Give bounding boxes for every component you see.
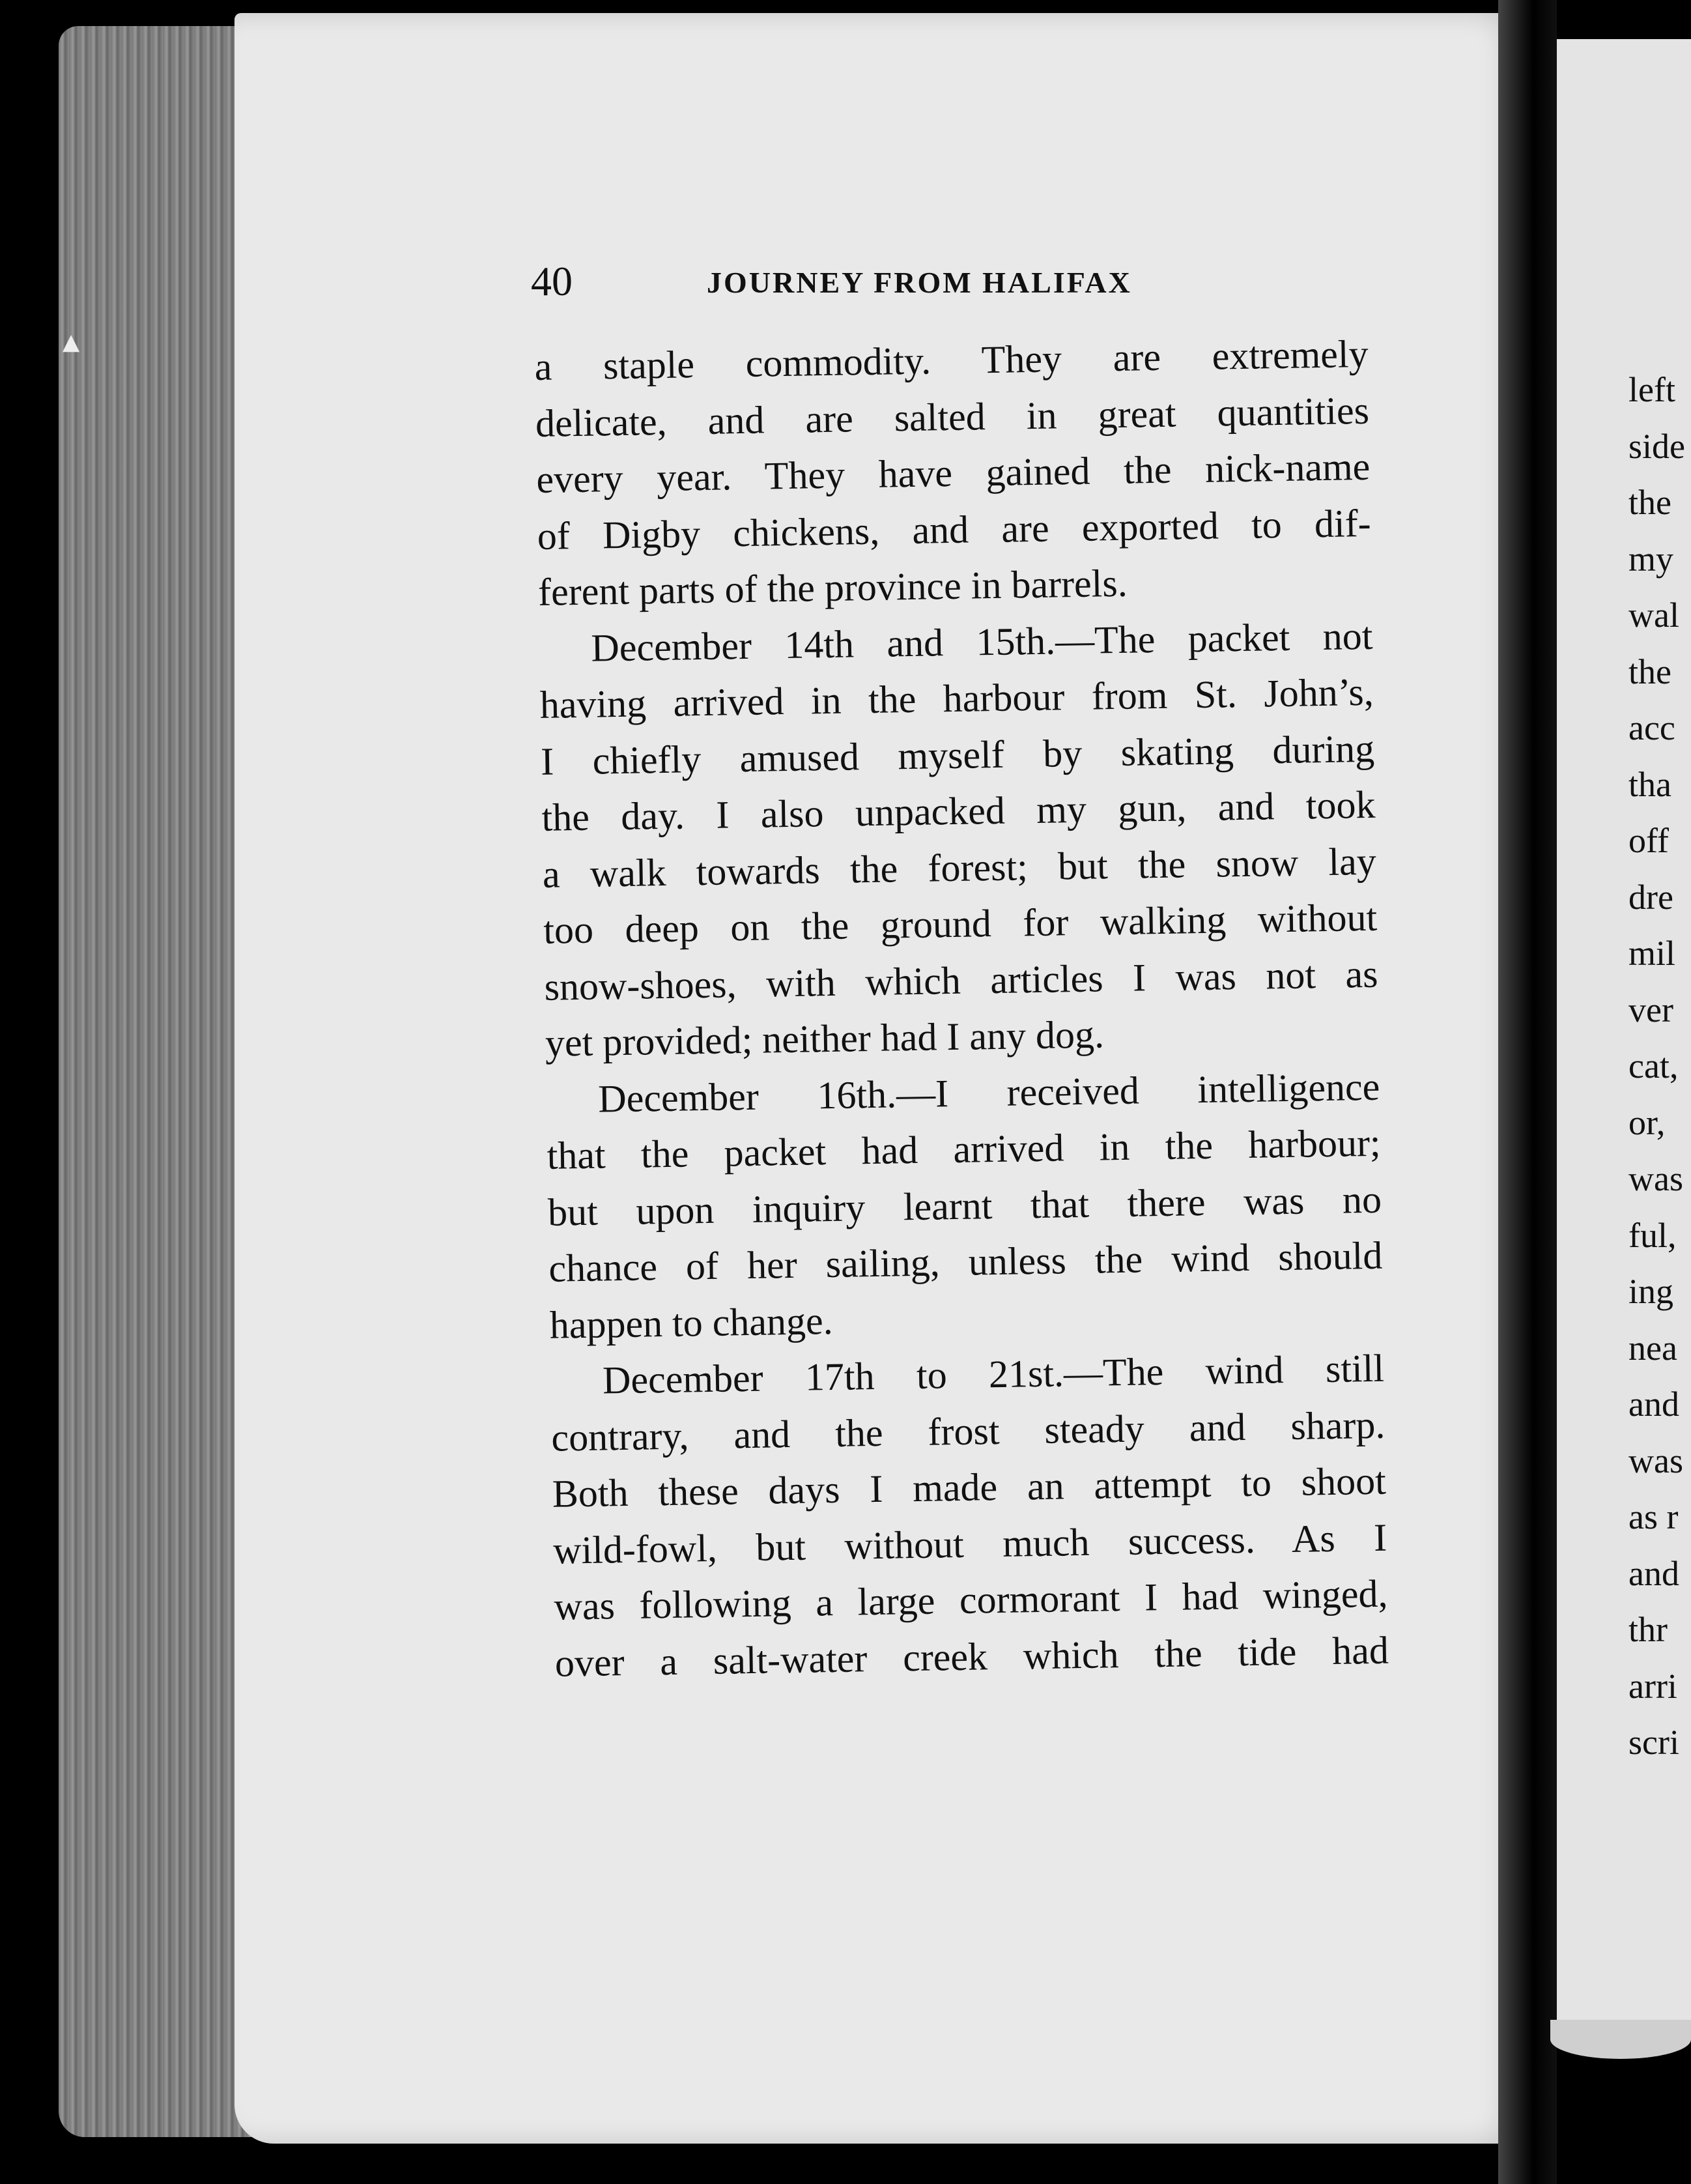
page-edges — [59, 26, 254, 2137]
text-fragment: ful, — [1628, 1215, 1677, 1255]
text-line: delicate, and are salted in great quantities — [535, 388, 1370, 445]
body-text — [534, 326, 1389, 1691]
text-line: over a salt-water creek which the tide had — [554, 1628, 1389, 1685]
text-line: December 14th and 15th.—The packet not — [590, 614, 1373, 670]
text-line: a staple commodity. They are extremely — [534, 332, 1369, 388]
text-fragment: wal — [1628, 596, 1679, 635]
text-line: happen to change. — [549, 1299, 834, 1347]
text-line: too deep on the ground for walking without — [543, 895, 1378, 952]
text-line: every year. They have gained the nick-name — [535, 444, 1371, 501]
text-line: was following a large cormorant I had winged, — [554, 1572, 1388, 1628]
text-line: snow-shoes, with which articles I was not as — [544, 952, 1378, 1009]
text-fragment: the — [1628, 483, 1671, 522]
text-fragment: the — [1628, 652, 1671, 691]
margin-mark: ▲ — [63, 329, 80, 355]
text-fragment: and — [1628, 1553, 1679, 1593]
text-fragment: tha — [1628, 764, 1671, 804]
text-line: having arrived in the harbour from St. John’s, — [539, 670, 1374, 726]
text-line: I chiefly amused myself by skating during — [540, 726, 1375, 783]
text-line: ferent parts of the province in barrels. — [537, 561, 1128, 614]
text-fragment: ver — [1628, 990, 1673, 1029]
text-fragment: or, — [1628, 1102, 1666, 1142]
text-line: contrary, and the frost steady and sharp. — [550, 1403, 1385, 1459]
text-fragment: off — [1628, 821, 1669, 860]
text-line: December 16th.—I received intelligence — [597, 1065, 1380, 1121]
text-line: but upon inquiry learnt that there was no — [547, 1177, 1382, 1234]
text-fragment: ing — [1628, 1272, 1674, 1311]
text-fragment: acc — [1628, 708, 1675, 747]
text-line: Both these days I made an attempt to shoot — [552, 1459, 1387, 1516]
text-fragment: left — [1628, 370, 1675, 409]
text-line: chance of her sailing, unless the wind should — [548, 1233, 1383, 1290]
text-fragment: was — [1628, 1441, 1683, 1480]
text-fragment: scri — [1628, 1723, 1679, 1762]
text-line: December 17th to 21st.—The wind still — [602, 1346, 1385, 1402]
text-fragment: was — [1628, 1159, 1683, 1198]
text-fragment: my — [1628, 539, 1674, 579]
text-fragment: as r — [1628, 1497, 1679, 1536]
right-page-text — [1628, 362, 1691, 1771]
text-fragment: thr — [1628, 1610, 1668, 1649]
book-gutter — [1498, 0, 1557, 2184]
page-curl — [1550, 2020, 1691, 2059]
text-fragment: arri — [1628, 1666, 1677, 1706]
text-line: a walk towards the forest; but the snow lay — [542, 839, 1377, 896]
text-line: wild-fowl, but without much success. As I — [552, 1516, 1387, 1572]
text-line: yet provided; neither had I any dog. — [545, 1013, 1105, 1065]
page-number: 40 — [531, 258, 573, 304]
text-line: that the packet had arrived in the harbour; — [547, 1121, 1382, 1177]
page-header — [531, 257, 1352, 309]
text-fragment: and — [1628, 1385, 1679, 1424]
text-line: the day. I also unpacked my gun, and took — [541, 783, 1376, 839]
text-fragment: mil — [1628, 934, 1676, 973]
text-line: of Digby chickens, and are exported to dif- — [537, 501, 1372, 558]
running-head: JOURNEY FROM HALIFAX — [707, 266, 1132, 299]
text-fragment: side — [1628, 426, 1685, 466]
text-fragment: cat, — [1628, 1046, 1679, 1085]
text-fragment: nea — [1628, 1328, 1677, 1368]
text-fragment: dre — [1628, 877, 1673, 917]
